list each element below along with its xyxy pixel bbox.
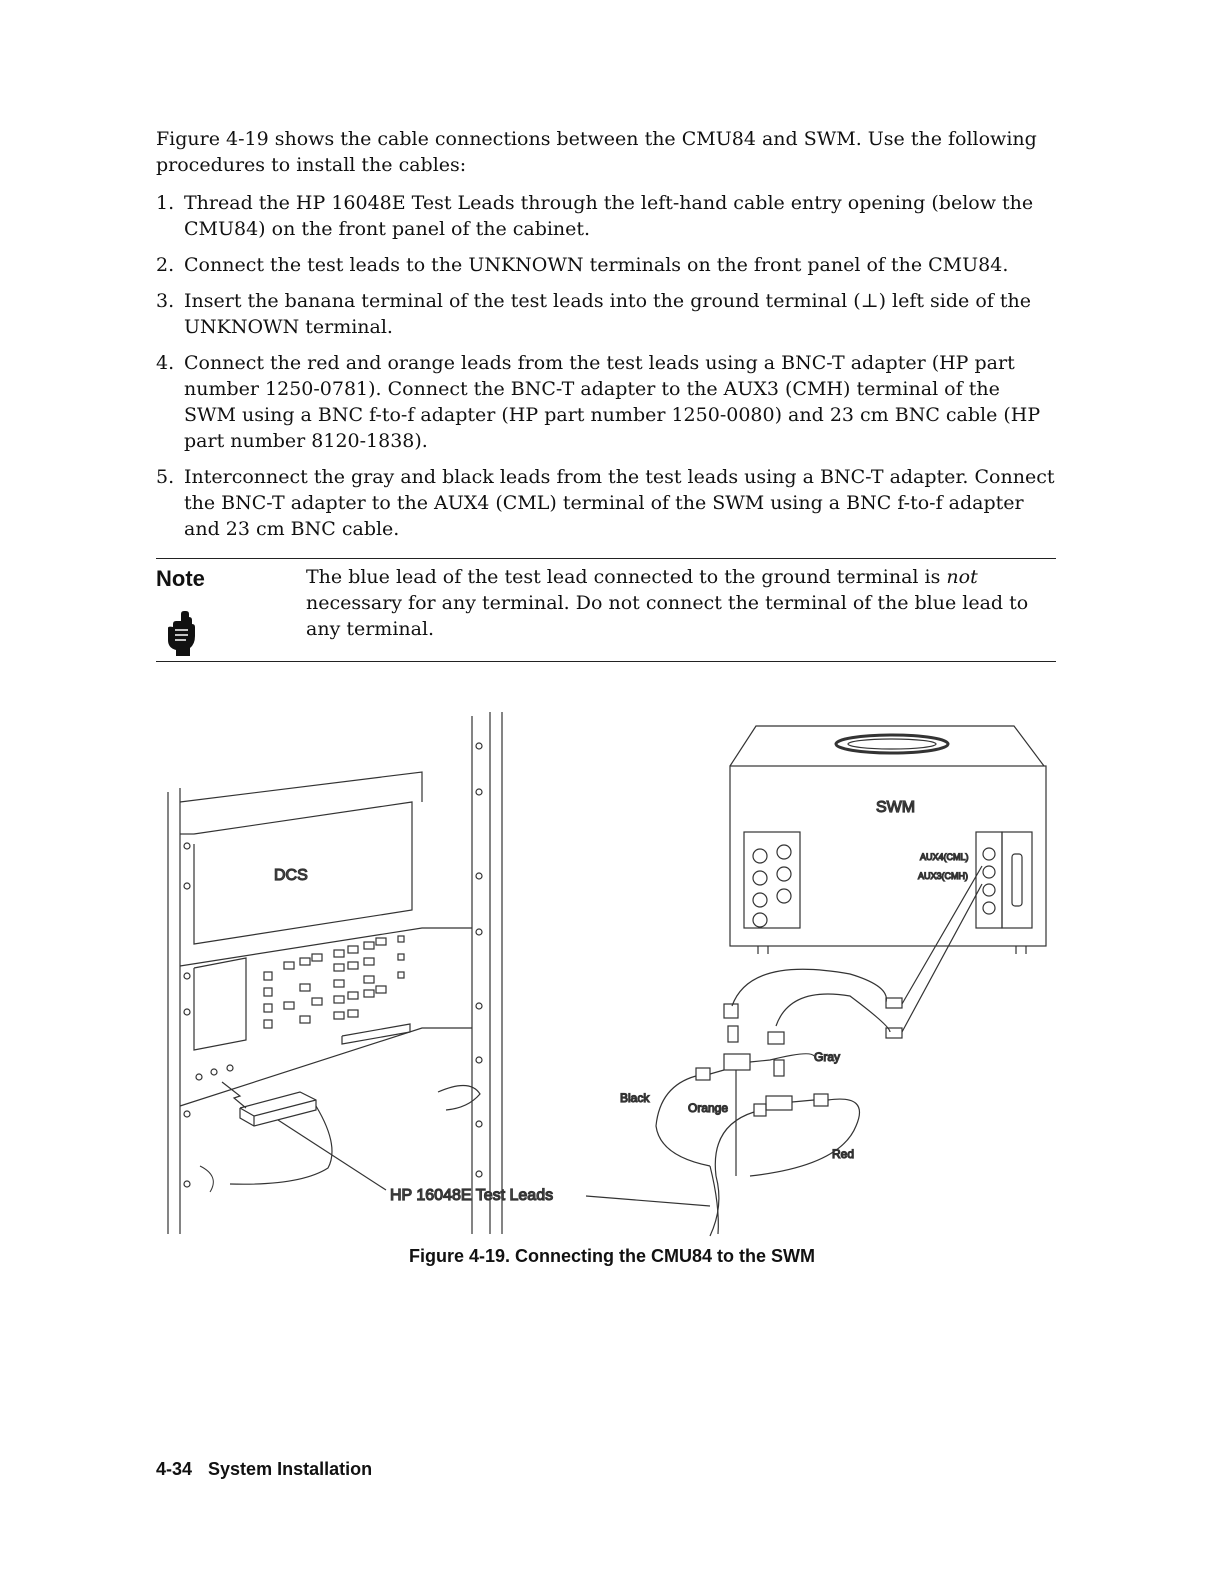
procedure-step: [156, 252, 1056, 278]
page-footer: [156, 1459, 372, 1480]
step-text: Interconnect the gray and black leads from the test leads using a BNC-T adapter. Connect the BNC-T adapter to the AUX4 (CML) terminal of the SWM using a BNC f-to-f adapter and 23 cm BNC cable.: [184, 466, 1055, 540]
step-number: 5.: [156, 466, 175, 488]
note-bottom-rule: [156, 661, 1056, 662]
procedure-step: [156, 350, 1056, 454]
swm-instrument: [730, 726, 1046, 954]
note-text: The blue lead of the test lead connected to the ground terminal is not necessary for any terminal. Do not connect the terminal of the blue lead to any terminal.: [306, 566, 1029, 640]
dcs-instrument: [180, 772, 472, 1106]
aux4-label: AUX4(CML): [920, 852, 969, 862]
black-lead-label: Black: [620, 1091, 650, 1105]
step-text: Connect the red and orange leads from the test leads using a BNC-T adapter (HP part number 1250-0781). Connect the BNC-T adapter to the AUX3 (CMH) terminal of the SWM using a BNC f-to-f adapter (HP part number 1250-0080) and 23 cm BNC cable (HP part number 8120-1838).: [184, 352, 1041, 452]
step-text: Thread the HP 16048E Test Leads through the left-hand cable entry opening (below the CMU84) on the front panel of the cabinet.: [184, 192, 1034, 240]
note-emphasis: not: [946, 566, 978, 588]
dcs-label: DCS: [274, 867, 308, 884]
note-label: Note: [156, 566, 205, 591]
step-number: 3.: [156, 290, 175, 312]
aux3-label: AUX3(CMH): [918, 871, 969, 881]
red-lead-label: Red: [832, 1147, 855, 1161]
intro-paragraph: Figure 4-19 shows the cable connections between the CMU84 and SWM. Use the following procedures to install the cables:: [156, 128, 1037, 176]
page-number: 4-34: [156, 1459, 193, 1479]
pointing-hand-icon: [164, 610, 198, 656]
procedure-step: [156, 464, 1056, 542]
figure-caption: Figure 4-19. Connecting the CMU84 to the SWM: [408, 1246, 816, 1266]
procedure-step: [156, 190, 1056, 242]
test-leads-label: HP 16048E Test Leads: [390, 1187, 554, 1204]
test-leads-leader: [586, 1196, 710, 1206]
swm-label: SWM: [876, 799, 916, 816]
step-text: Connect the test leads to the UNKNOWN terminals on the front panel of the CMU84.: [184, 254, 1009, 276]
section-title: System Installation: [208, 1459, 373, 1479]
step-number: 4.: [156, 352, 175, 374]
step-text: Insert the banana terminal of the test leads into the ground terminal (⊥) left side of the UNKNOWN terminal.: [184, 290, 1031, 338]
cabinet-swm-diagram: [150, 706, 1070, 1246]
figure-4-19: [150, 706, 1070, 1246]
procedure-step: [156, 288, 1056, 340]
cabinet-rails: [168, 712, 502, 1234]
step-number: 1.: [156, 192, 175, 214]
note-top-rule: [156, 558, 1056, 559]
test-leads-box: [200, 1082, 480, 1192]
gray-lead-label: Gray: [814, 1050, 841, 1064]
step-number: 2.: [156, 254, 175, 276]
orange-lead-label: Orange: [688, 1101, 729, 1115]
procedure-steps: [156, 190, 1056, 552]
